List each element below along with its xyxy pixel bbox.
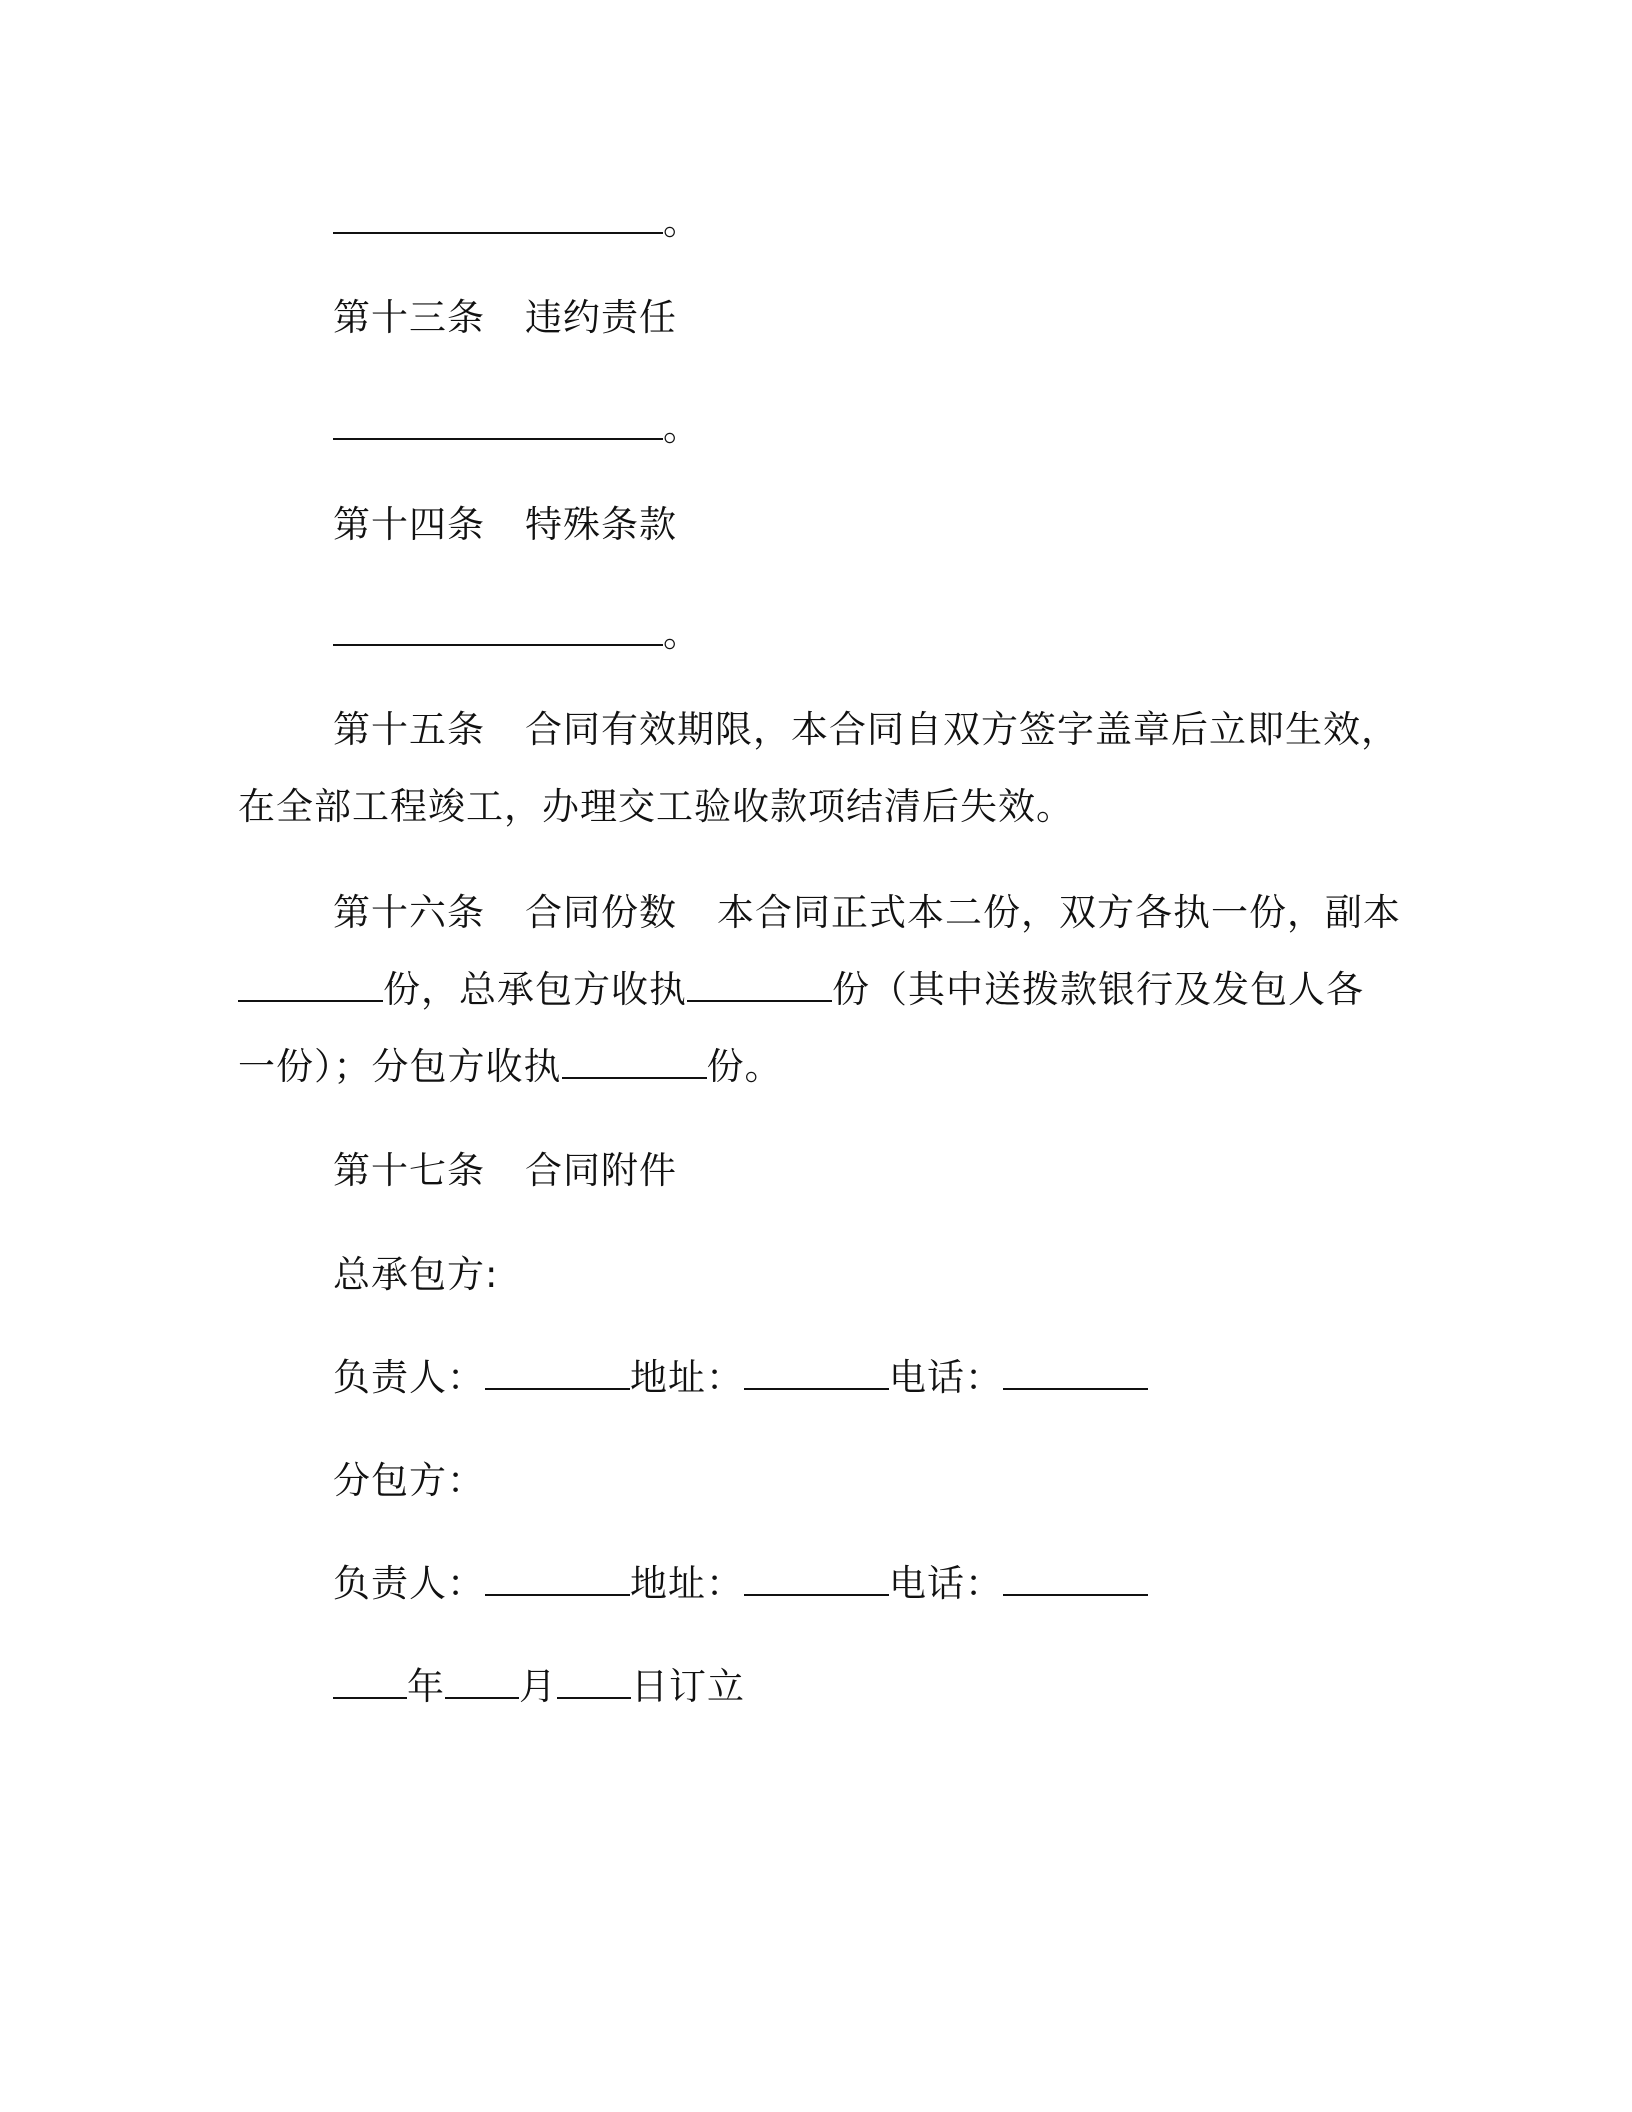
general-contractor-label: 总承包方: bbox=[333, 1253, 499, 1296]
general-contractor-fields bbox=[333, 1356, 1148, 1400]
address-label: 地址： bbox=[630, 1356, 744, 1399]
copies-blank[interactable] bbox=[562, 1047, 707, 1079]
month-label: 月 bbox=[519, 1665, 557, 1708]
person-label: 负责人： bbox=[333, 1356, 485, 1399]
blank-line-3 bbox=[333, 612, 701, 656]
signing-date bbox=[333, 1665, 745, 1709]
subcontractor-fields bbox=[333, 1562, 1148, 1606]
person-label: 负责人： bbox=[333, 1562, 485, 1605]
phone-blank[interactable] bbox=[1003, 1358, 1148, 1390]
article-number: 第十五条 bbox=[333, 708, 485, 751]
person-blank[interactable] bbox=[485, 1564, 630, 1596]
phone-label: 电话： bbox=[889, 1562, 1003, 1605]
article-15-line-1 bbox=[333, 708, 1399, 752]
article-text: 一份）；分包方收执 bbox=[238, 1045, 562, 1088]
article-title: 特殊条款 bbox=[525, 503, 677, 546]
article-16-line-1 bbox=[333, 891, 1401, 935]
phone-label: 电话： bbox=[889, 1356, 1003, 1399]
article-number: 第十六条 bbox=[333, 891, 485, 934]
day-blank[interactable] bbox=[557, 1667, 631, 1699]
fill-in-blank[interactable] bbox=[333, 202, 663, 234]
phone-blank[interactable] bbox=[1003, 1564, 1148, 1596]
article-15-line-2 bbox=[238, 785, 1074, 829]
article-text: 份，总承包方收执 bbox=[383, 968, 687, 1011]
article-text: 份（其中送拨款银行及发包人各 bbox=[832, 968, 1364, 1011]
article-title: 合同附件 bbox=[525, 1149, 677, 1192]
period-mark: 。 bbox=[663, 406, 701, 449]
year-blank[interactable] bbox=[333, 1667, 407, 1699]
period-mark: 。 bbox=[663, 612, 701, 655]
article-number: 第十七条 bbox=[333, 1149, 485, 1192]
copies-blank[interactable] bbox=[687, 970, 832, 1002]
address-blank[interactable] bbox=[744, 1358, 889, 1390]
month-blank[interactable] bbox=[445, 1667, 519, 1699]
article-title: 合同份数 bbox=[525, 891, 677, 934]
article-14-heading bbox=[333, 503, 677, 547]
article-text: 合同有效期限，本合同自双方签字盖章后立即生效， bbox=[525, 708, 1399, 751]
article-number: 第十四条 bbox=[333, 503, 485, 546]
year-label: 年 bbox=[407, 1665, 445, 1708]
person-blank[interactable] bbox=[485, 1358, 630, 1390]
fill-in-blank[interactable] bbox=[333, 408, 663, 440]
article-text: 本合同正式本二份，双方各执一份，副本 bbox=[717, 891, 1401, 934]
article-16-line-2 bbox=[238, 968, 1364, 1012]
copies-blank[interactable] bbox=[238, 970, 383, 1002]
blank-line-2 bbox=[333, 406, 701, 450]
article-title: 违约责任 bbox=[525, 296, 677, 339]
day-label: 日订立 bbox=[631, 1665, 745, 1708]
address-label: 地址： bbox=[630, 1562, 744, 1605]
article-17-heading bbox=[333, 1149, 677, 1193]
article-16-line-3 bbox=[238, 1045, 783, 1089]
article-text: 在全部工程竣工，办理交工验收款项结清后失效。 bbox=[238, 785, 1074, 828]
blank-line-1 bbox=[333, 200, 701, 244]
article-13-heading bbox=[333, 296, 677, 340]
article-text: 份。 bbox=[706, 1045, 783, 1088]
subcontractor-label: 分包方： bbox=[333, 1459, 485, 1502]
article-number: 第十三条 bbox=[333, 296, 485, 339]
period-mark: 。 bbox=[663, 200, 701, 243]
fill-in-blank[interactable] bbox=[333, 614, 663, 646]
address-blank[interactable] bbox=[744, 1564, 889, 1596]
